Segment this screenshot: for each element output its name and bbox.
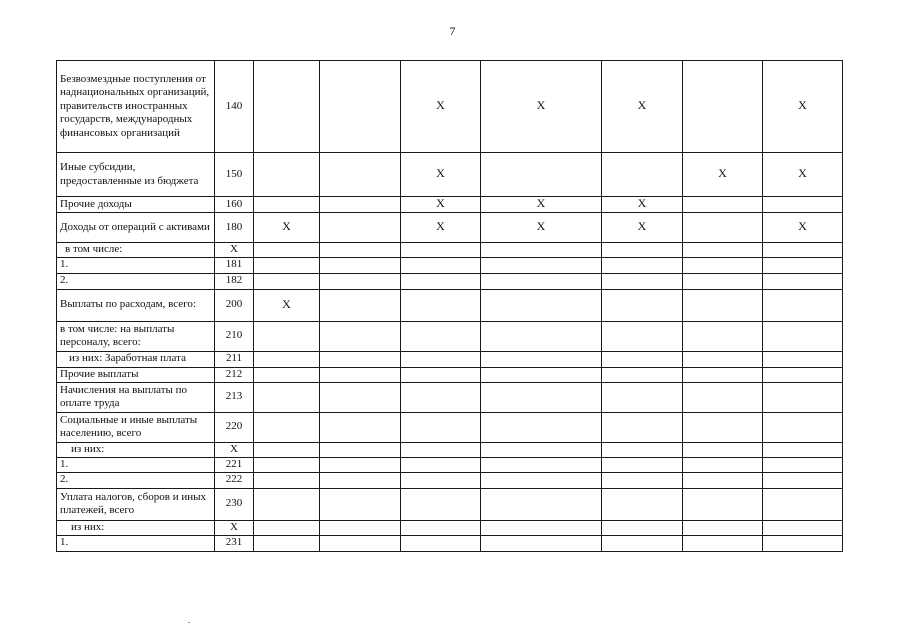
value-cell [401,289,481,321]
value-cell [401,321,481,351]
value-cell [683,457,763,472]
value-cell [602,412,683,442]
value-cell [763,153,843,197]
table-row [57,382,843,412]
row-code: X [215,442,254,457]
table-row [57,457,843,472]
value-cell [602,61,683,153]
value-cell [602,520,683,535]
value-cell [401,273,481,289]
value-cell [683,243,763,258]
table-row [57,61,843,153]
value-cell [602,257,683,273]
value-cell [254,153,320,197]
row-code: X [215,520,254,535]
row-code: 220 [215,412,254,442]
value-cell [683,153,763,197]
table-row [57,535,843,551]
value-cell [481,321,602,351]
row-label: в том числе: [57,243,215,258]
value-cell [763,351,843,367]
value-cell [683,289,763,321]
value-cell [763,412,843,442]
value-cell [254,273,320,289]
table-row [57,442,843,457]
row-label: 1. [57,457,215,472]
value-cell [481,488,602,520]
value-cell [481,213,602,243]
row-code: 150 [215,153,254,197]
value-cell [602,153,683,197]
value-cell [602,213,683,243]
row-label: Начисления на выплаты по оплате труда [57,382,215,412]
value-cell [683,197,763,213]
value-cell [602,535,683,551]
value-cell [320,197,401,213]
row-label: 1. [57,257,215,273]
value-cell [401,382,481,412]
value-cell [320,61,401,153]
value-cell [763,367,843,382]
row-label: Социальные и иные выплаты населению, всего [57,412,215,442]
value-cell [602,457,683,472]
value-cell [254,535,320,551]
table-row [57,213,843,243]
value-cell [763,197,843,213]
row-label: из них: [57,442,215,457]
value-cell [481,197,602,213]
not-applicable-mark: X [637,98,647,113]
row-code: 181 [215,257,254,273]
value-cell [602,367,683,382]
value-cell [602,273,683,289]
value-cell [481,257,602,273]
value-cell [320,535,401,551]
value-cell [481,412,602,442]
value-cell [683,61,763,153]
value-cell [254,213,320,243]
value-cell [683,442,763,457]
not-applicable-mark: X [798,166,807,181]
row-label: Безвозмездные поступления от наднациональных организаций, правительств иностранных государств, международных финансовых организаций [57,61,215,153]
row-label: из них: Заработная плата [57,351,215,367]
row-label: из них: [57,520,215,535]
not-applicable-mark: X [637,219,647,234]
value-cell [320,243,401,258]
value-cell [602,382,683,412]
table-row [57,153,843,197]
value-cell [320,457,401,472]
value-cell [683,273,763,289]
value-cell [481,351,602,367]
value-cell [401,243,481,258]
value-cell [254,382,320,412]
value-cell [763,243,843,258]
row-code: 182 [215,273,254,289]
value-cell [683,472,763,488]
value-cell [602,472,683,488]
value-cell [481,442,602,457]
table-row [57,289,843,321]
value-cell [481,382,602,412]
value-cell [254,520,320,535]
value-cell [481,367,602,382]
value-cell [763,213,843,243]
value-cell [683,488,763,520]
not-applicable-mark: X [798,219,807,234]
row-code: 211 [215,351,254,367]
value-cell [401,488,481,520]
value-cell [481,273,602,289]
not-applicable-mark: X [718,166,727,181]
value-cell [481,535,602,551]
value-cell [401,535,481,551]
not-applicable-mark: X [536,219,546,234]
not-applicable-mark: X [282,219,291,234]
not-applicable-mark: X [637,196,647,211]
not-applicable-mark: X [436,166,445,181]
value-cell [602,321,683,351]
value-cell [763,321,843,351]
table-row [57,197,843,213]
value-cell [401,412,481,442]
row-code: 221 [215,457,254,472]
value-cell [254,442,320,457]
value-cell [683,535,763,551]
table-row [57,351,843,367]
value-cell [320,153,401,197]
value-cell [254,61,320,153]
value-cell [602,351,683,367]
value-cell [254,457,320,472]
row-label: Прочие доходы [57,197,215,213]
value-cell [401,442,481,457]
value-cell [602,442,683,457]
row-label: Уплата налогов, сборов и иных платежей, всего [57,488,215,520]
table-row [57,412,843,442]
value-cell [401,457,481,472]
row-code: 160 [215,197,254,213]
value-cell [254,472,320,488]
table-row [57,520,843,535]
value-cell [763,520,843,535]
value-cell [763,472,843,488]
value-cell [320,442,401,457]
row-code: 200 [215,289,254,321]
value-cell [481,289,602,321]
row-label: Доходы от операций с активами [57,213,215,243]
value-cell [254,367,320,382]
table-row [57,488,843,520]
value-cell [683,321,763,351]
value-cell [320,412,401,442]
row-code: 180 [215,213,254,243]
value-cell [683,382,763,412]
not-applicable-mark: X [436,98,445,113]
value-cell [683,257,763,273]
value-cell [320,488,401,520]
value-cell [254,321,320,351]
value-cell [254,243,320,258]
value-cell [763,457,843,472]
table-row [57,257,843,273]
value-cell [401,213,481,243]
value-cell [401,367,481,382]
value-cell [254,351,320,367]
value-cell [320,520,401,535]
value-cell [320,273,401,289]
value-cell [763,442,843,457]
value-cell [320,257,401,273]
value-cell [763,382,843,412]
not-applicable-mark: X [536,98,546,113]
value-cell [401,520,481,535]
row-label: 2. [57,472,215,488]
not-applicable-mark: X [436,219,445,234]
value-cell [401,153,481,197]
row-label: Выплаты по расходам, всего: [57,289,215,321]
row-code: 210 [215,321,254,351]
value-cell [401,472,481,488]
not-applicable-mark: X [282,296,291,311]
value-cell [683,213,763,243]
table-row [57,472,843,488]
value-cell [763,289,843,321]
value-cell [683,520,763,535]
row-label: Иные субсидии, предоставленные из бюджета [57,153,215,197]
value-cell [683,351,763,367]
value-cell [320,289,401,321]
value-cell [254,488,320,520]
value-cell [254,289,320,321]
table-row [57,321,843,351]
row-code: 222 [215,472,254,488]
value-cell [254,412,320,442]
row-code: X [215,243,254,258]
page-number: 7 [449,24,456,38]
row-code: 140 [215,61,254,153]
value-cell [254,197,320,213]
not-applicable-mark: X [798,98,807,113]
table-row [57,367,843,382]
value-cell [763,535,843,551]
value-cell [683,412,763,442]
value-cell [602,197,683,213]
table-row [57,273,843,289]
financial-report-table [56,60,843,552]
value-cell [320,472,401,488]
value-cell [763,488,843,520]
row-code: 231 [215,535,254,551]
row-label: 2. [57,273,215,289]
value-cell [763,257,843,273]
row-code: 213 [215,382,254,412]
row-label: 1. [57,535,215,551]
value-cell [602,243,683,258]
value-cell [481,520,602,535]
value-cell [320,367,401,382]
value-cell [320,351,401,367]
value-cell [602,289,683,321]
value-cell [254,257,320,273]
value-cell [320,382,401,412]
row-code: 230 [215,488,254,520]
value-cell [320,213,401,243]
value-cell [763,61,843,153]
report-table-body [57,61,843,552]
not-applicable-mark: X [436,196,445,211]
value-cell [401,197,481,213]
row-code: 212 [215,367,254,382]
not-applicable-mark: X [536,196,546,211]
value-cell [481,153,602,197]
value-cell [683,367,763,382]
value-cell [763,273,843,289]
scan-speck [188,622,190,623]
value-cell [481,243,602,258]
value-cell [481,61,602,153]
value-cell [320,321,401,351]
value-cell [481,472,602,488]
value-cell [401,257,481,273]
value-cell [481,457,602,472]
row-label: в том числе: на выплаты персоналу, всего: [57,321,215,351]
table-row [57,243,843,258]
value-cell [602,488,683,520]
row-label: Прочие выплаты [57,367,215,382]
value-cell [401,351,481,367]
value-cell [401,61,481,153]
